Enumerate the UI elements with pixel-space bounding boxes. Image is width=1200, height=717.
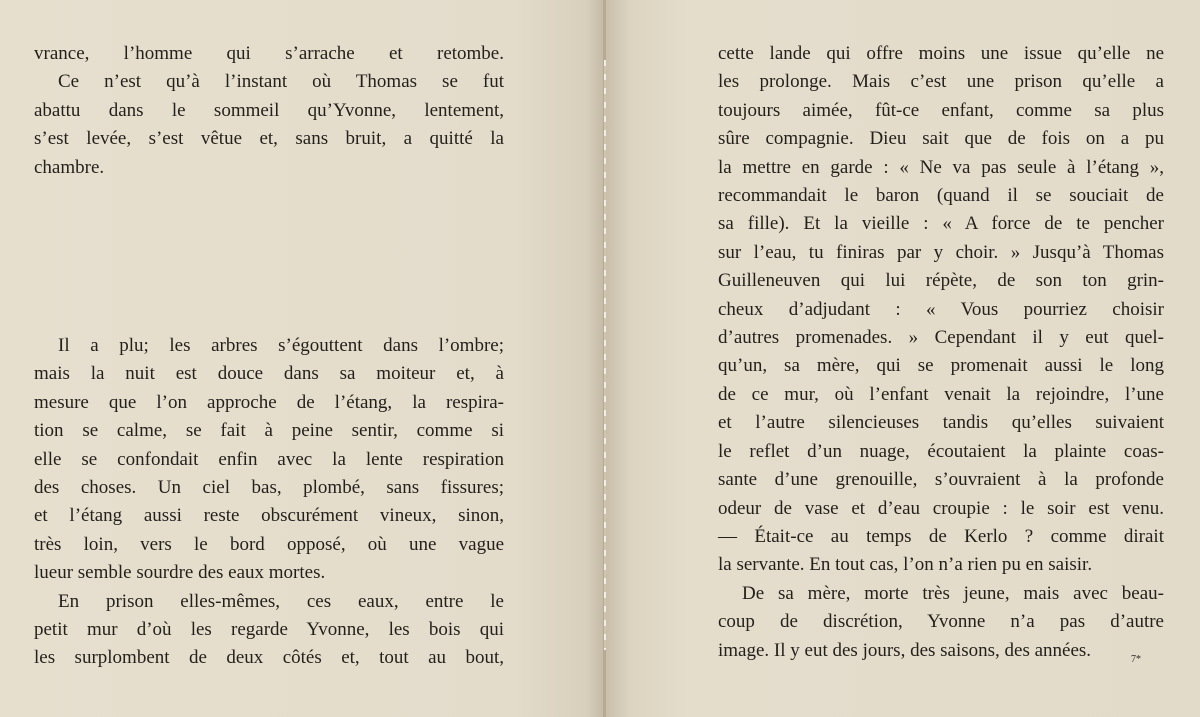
text-line: Ce n’est qu’à l’instant où Thomas se fut (58, 71, 504, 93)
text-line: et l’autre silencieuses tandis qu’elles suivaient (718, 412, 1164, 434)
right-text-block (718, 40, 1164, 665)
text-line: qu’un, sa mère, qui se promenait aussi le long (718, 355, 1164, 377)
text-line: d’autres promenades. » Cependant il y eut quel- (718, 327, 1164, 349)
text-line: image. Il y eut des jours, des saisons, des années. (718, 639, 1092, 661)
text-line: cette lande qui offre moins une issue qu’elle ne (718, 43, 1164, 64)
text-line: coup de discrétion, Yvonne n’a pas d’autre (718, 611, 1164, 633)
text-line: tion se calme, se fait à peine sentir, comme si (34, 420, 504, 442)
text-line: — Était-ce au temps de Kerlo ? comme dirait (718, 525, 1164, 547)
text-line: mais la nuit est douce dans sa moiteur et, à (34, 363, 504, 385)
text-line: elle se confondait enfin avec la lente respiration (34, 448, 504, 470)
text-line: et l’étang aussi reste obscurément vineux, sinon, (34, 505, 504, 527)
text-line: De sa mère, morte très jeune, mais avec beau- (742, 582, 1164, 604)
text-line: petit mur d’où les regarde Yvonne, les bois qui (34, 619, 504, 641)
text-line: des choses. Un ciel bas, plombé, sans fissures; (34, 477, 504, 499)
text-line: Guilleneuven qui lui répète, de son ton grin- (718, 270, 1164, 292)
text-line: abattu dans le sommeil qu’Yvonne, lentement, (34, 99, 504, 121)
text-line: sa fille). Et la vieille : « A force de te pencher (718, 213, 1164, 235)
text-line: sante d’une grenouille, s’ouvraient à la profonde (718, 469, 1164, 491)
left-text-block-1 (34, 40, 504, 182)
text-line: mesure que l’on approche de l’étang, la respira- (34, 391, 504, 413)
text-line: le reflet d’un nuage, écoutaient la plainte coas- (718, 440, 1164, 462)
signature-mark: 7* (1131, 654, 1141, 665)
text-line: En prison elles-mêmes, ces eaux, entre le (58, 590, 504, 612)
text-line: chambre. (34, 156, 105, 178)
text-line: les prolonge. Mais c’est une prison qu’elle a (718, 71, 1164, 93)
text-line: Il a plu; les arbres s’égouttent dans l’ombre; (58, 335, 504, 356)
text-line: cheux d’adjudant : « Vous pourriez choisir (718, 298, 1164, 320)
text-line: les surplombent de deux côtés et, tout au bout, (34, 647, 504, 669)
text-line: sur l’eau, tu finiras par y choir. » Jusqu’à Thomas (718, 241, 1164, 263)
text-line: s’est levée, s’est vêtue et, sans bruit, a quitté la (34, 128, 504, 150)
text-line: vrance, l’homme qui s’arrache et retombe. (34, 43, 504, 64)
text-line: recommandait le baron (quand il se souciait de (718, 185, 1164, 207)
right-page (606, 0, 1200, 717)
text-line: de ce mur, où l’enfant venait la rejoindre, l’une (718, 383, 1164, 405)
left-text-block-2 (34, 332, 504, 673)
text-line: très loin, vers le bord opposé, où une vague (34, 533, 504, 555)
text-line: toujours aimée, fût-ce enfant, comme sa plus (718, 99, 1164, 121)
text-line: la mettre en garde : « Ne va pas seule à l’étang », (718, 156, 1164, 178)
text-line: lueur semble sourdre des eaux mortes. (34, 562, 326, 584)
text-line: la servante. En tout cas, l’on n’a rien pu en saisir. (718, 554, 1093, 576)
text-line: sûre compagnie. Dieu sait que de fois on a pu (718, 128, 1164, 150)
text-line: odeur de vase et d’eau croupie : le soir est venu. (718, 497, 1164, 519)
